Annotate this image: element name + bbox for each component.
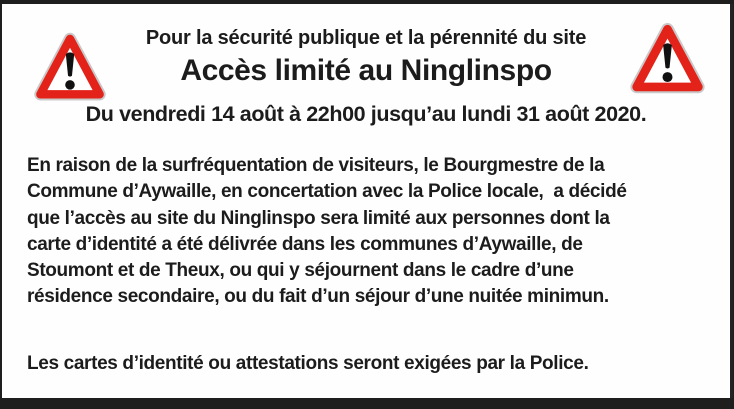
notice-body xyxy=(27,153,627,311)
notice-body-line: Commune d’Aywaille, en concertation avec la Police locale, a décidé xyxy=(27,181,627,203)
notice-body-line: carte d’identité a été délivrée dans les communes d’Aywaille, de xyxy=(27,233,583,255)
notice-subtitle: Pour la sécurité publique et la pérennité du site xyxy=(145,27,587,49)
notice-body-line: résidence secondaire, ou du fait d’un séjour d’une nuitée minimun. xyxy=(27,286,609,308)
notice-body-line: En raison de la surfréquentation de visiteurs, le Bourgmestre de la xyxy=(27,155,605,176)
notice-footer-line: Les cartes d’identité ou attestations seront exigées par la Police. xyxy=(27,353,589,374)
notice-title: Accès limité au Ninglinspo xyxy=(180,54,552,87)
notice-dates: Du vendredi 14 août à 22h00 jusqu’au lundi 31 août 2020. xyxy=(85,102,647,126)
notice-sign xyxy=(2,4,733,398)
notice-body-line: que l’accès au site du Ninglinspo sera limité aux personnes dont la xyxy=(27,207,610,229)
notice-body-line: Stoumont et de Theux, ou qui y séjournent dans le cadre d’une xyxy=(27,260,574,282)
